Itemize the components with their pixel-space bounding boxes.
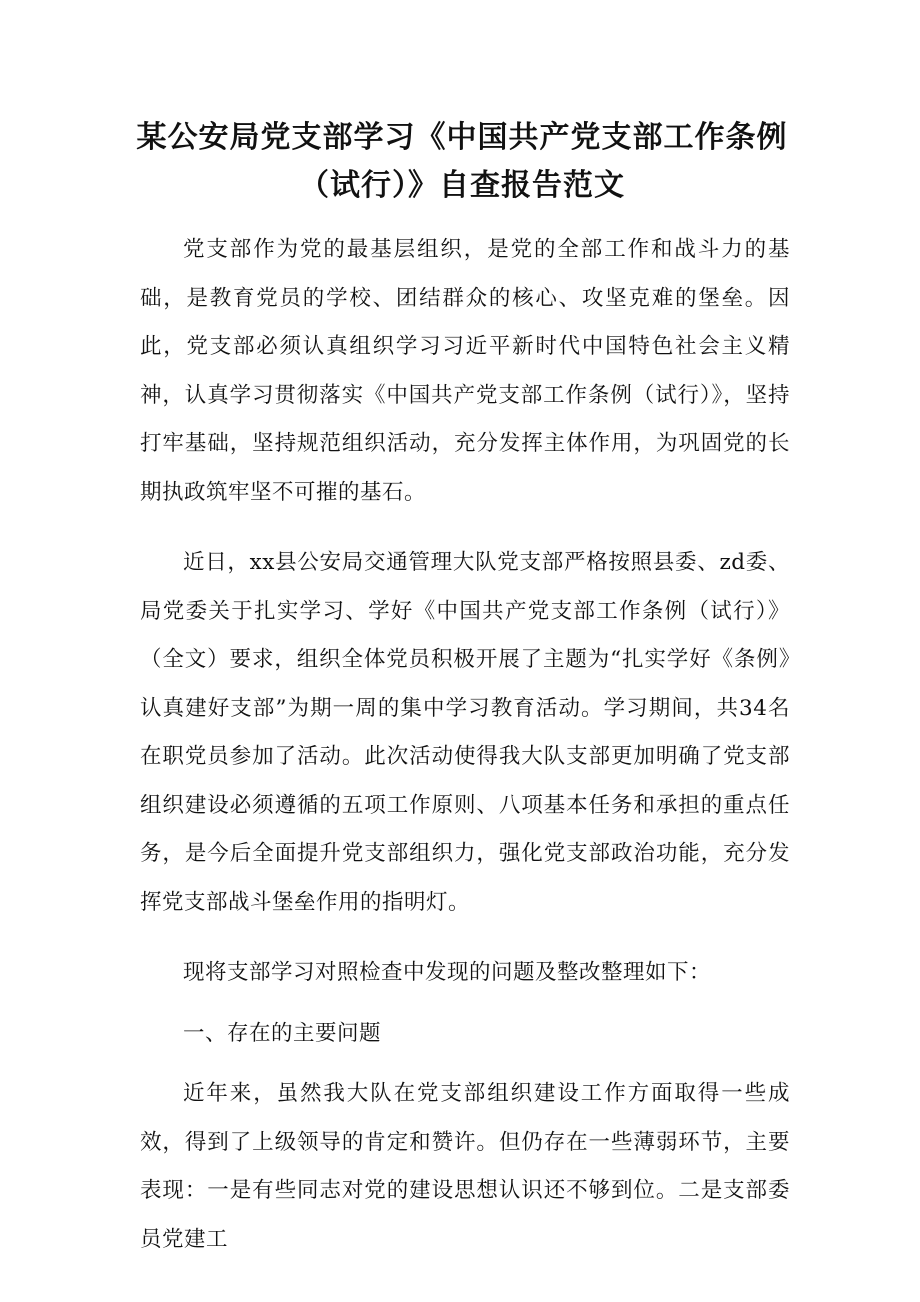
section-heading-problems: 一、存在的主要问题 xyxy=(183,1020,382,1046)
document-body xyxy=(140,226,813,1286)
paragraph-problems: 近年来，虽然我大队在党支部组织建设工作方面取得一些成效，得到了上级领导的肯定和赞许。但仍存在一些薄弱环节，主要表现：一是有些同志对党的建设思想认识还不够到位。二是支部委员党建工 xyxy=(140,1081,790,1252)
paragraph-summary: 现将支部学习对照检查中发现的问题及整改整理如下： xyxy=(183,960,712,985)
paragraph-intro: 党支部作为党的最基层组织，是党的全部工作和战斗力的基础，是教育党员的学校、团结群众的核心、攻坚克难的堡垒。因此，党支部必须认真组织学习习近平新时代中国特色社会主义精神，认真学习贯彻落实《中国共产党支部工作条例（试行）》，坚持打牢基础，坚持规范组织活动，充分发挥主体作用，为巩固党的长期执政筑牢坚不可摧的基石。 xyxy=(140,237,790,505)
document-title: 某公安局党支部学习《中国共产党支部工作条例（试行）》自查报告范文 xyxy=(136,120,788,203)
paragraph-activity: 近日，xx县公安局交通管理大队党支部严格按照县委、zd委、局党委关于扎实学习、学好《中国共产党支部工作条例（试行）》（全文）要求，组织全体党员积极开展了主题为“扎实学好《条例》 认真建好支部”为期一周的集中学习教育活动。学习期间，共34名在职党员参加了活动。此次活动使得我大队支部更加明确了党支部组织建设必须遵循的五项工作原则、八项基本任务和承担的重点任务，是今后全面提升党支部组织力，强化党支部政治功能，充分发挥党支部战斗堡垒作用的指明灯。 xyxy=(140,550,813,915)
